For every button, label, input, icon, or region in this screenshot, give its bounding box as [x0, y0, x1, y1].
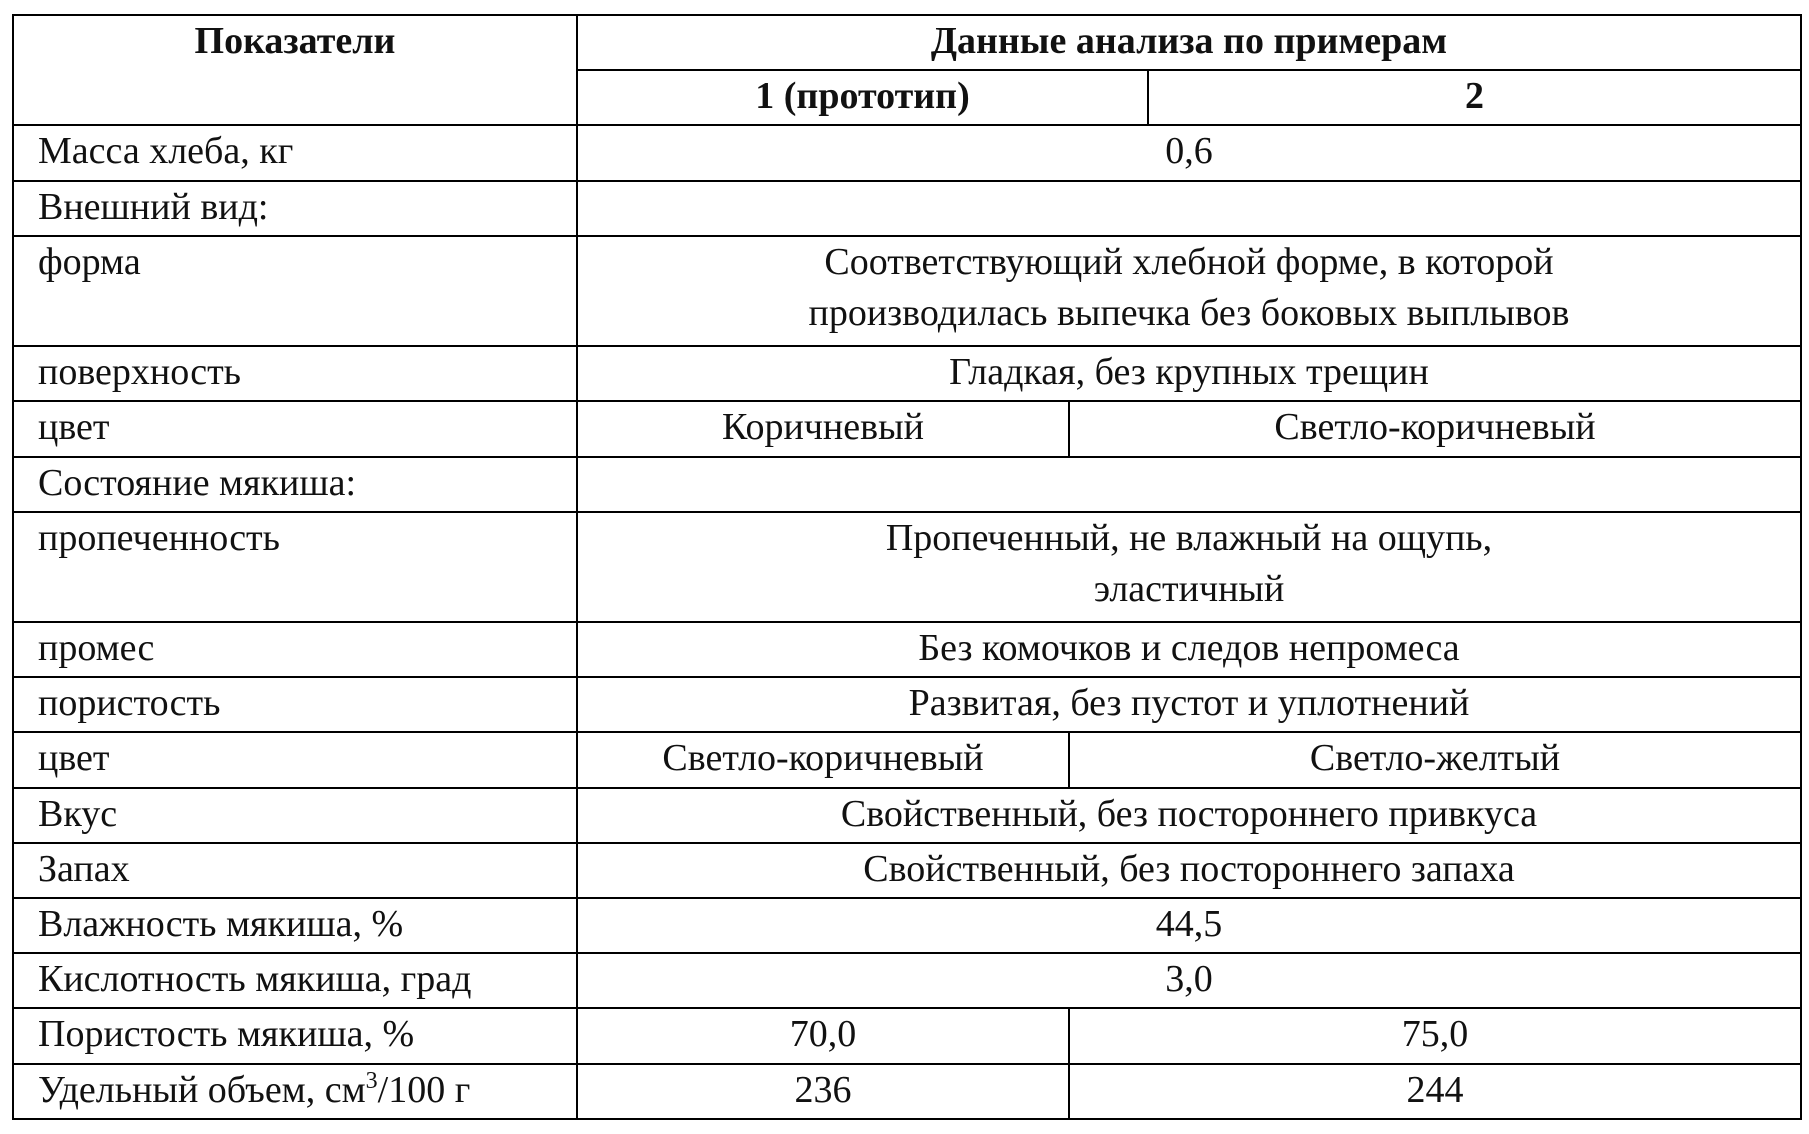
row-label: Масса хлеба, кг	[13, 125, 577, 180]
value-line: Пропеченный, не влажный на ощупь,	[885, 516, 1493, 559]
header-row	[13, 15, 1801, 70]
row-value-empty	[577, 457, 1801, 512]
table-row	[13, 236, 1801, 346]
row-value-1: Коричневый	[577, 401, 1069, 456]
table-row	[13, 346, 1801, 401]
table-row	[13, 1064, 1801, 1119]
label-suffix: /100 г	[377, 1068, 471, 1111]
row-label: пропеченность	[13, 512, 577, 622]
row-label: цвет	[13, 401, 577, 456]
table-row	[13, 512, 1801, 622]
row-label: Кислотность мякиша, град	[13, 953, 577, 1008]
row-value-1: 236	[577, 1064, 1069, 1119]
row-value: Свойственный, без постороннего запаха	[577, 843, 1801, 898]
header-example-1: 1 (прототип)	[577, 70, 1148, 125]
row-value: 0,6	[577, 125, 1801, 180]
label-prefix: Удельный объем, см	[38, 1068, 366, 1111]
row-value-1: Светло-коричневый	[577, 732, 1069, 787]
row-label: поверхность	[13, 346, 577, 401]
row-value-1: 70,0	[577, 1008, 1069, 1063]
table-row	[13, 677, 1801, 732]
row-value: Гладкая, без крупных трещин	[577, 346, 1801, 401]
row-label: Состояние мякиша:	[13, 457, 577, 512]
row-value: Свойственный, без постороннего привкуса	[577, 788, 1801, 843]
row-label: промес	[13, 622, 577, 677]
header-analysis-data: Данные анализа по примерам	[577, 15, 1801, 70]
value-line: Соответствующий хлебной форме, в которой	[824, 240, 1554, 283]
row-label: Влажность мякиша, %	[13, 898, 577, 953]
table-row	[13, 953, 1801, 1008]
row-value: Без комочков и следов непромеса	[577, 622, 1801, 677]
row-value: 3,0	[577, 953, 1801, 1008]
table-row	[13, 622, 1801, 677]
label-superscript: 3	[365, 1067, 378, 1094]
value-line: эластичный	[1093, 567, 1285, 610]
row-label: Пористость мякиша, %	[13, 1008, 577, 1063]
row-label: Запах	[13, 843, 577, 898]
row-value	[577, 512, 1801, 622]
table-row	[13, 732, 1801, 787]
row-value-empty	[577, 181, 1801, 236]
row-value-2: 75,0	[1069, 1008, 1801, 1063]
table-row	[13, 457, 1801, 512]
analysis-table	[12, 14, 1802, 1120]
table-row	[13, 181, 1801, 236]
row-label: Вкус	[13, 788, 577, 843]
row-value	[577, 236, 1801, 346]
row-value: 44,5	[577, 898, 1801, 953]
row-value-2: Светло-желтый	[1069, 732, 1801, 787]
table-row	[13, 898, 1801, 953]
table-row	[13, 401, 1801, 456]
table-row	[13, 788, 1801, 843]
row-label	[13, 1064, 577, 1119]
table-row	[13, 125, 1801, 180]
row-label: пористость	[13, 677, 577, 732]
header-indicators: Показатели	[13, 15, 577, 125]
row-label: цвет	[13, 732, 577, 787]
value-line: производилась выпечка без боковых выплывов	[808, 291, 1570, 334]
row-label: форма	[13, 236, 577, 346]
header-example-2: 2	[1148, 70, 1801, 125]
row-value-2: Светло-коричневый	[1069, 401, 1801, 456]
row-value: Развитая, без пустот и уплотнений	[577, 677, 1801, 732]
table-row	[13, 1008, 1801, 1063]
row-label: Внешний вид:	[13, 181, 577, 236]
row-value-2: 244	[1069, 1064, 1801, 1119]
table-row	[13, 843, 1801, 898]
